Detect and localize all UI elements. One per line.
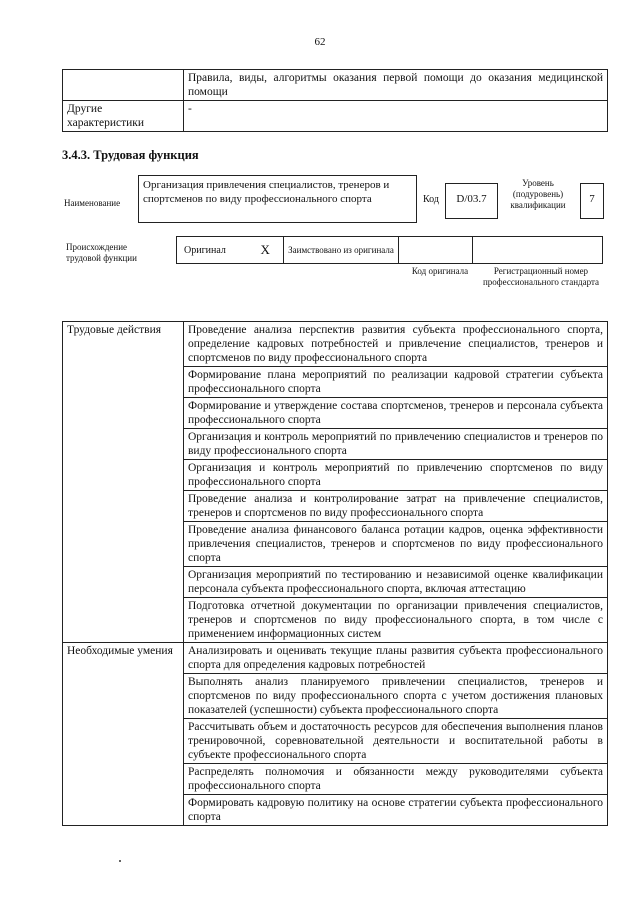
name-label: Наименование xyxy=(64,198,121,208)
row-label: Другие характеристики xyxy=(63,101,184,132)
list-item: Анализировать и оценивать текущие планы развития субъекта профессионального спорта для определения кадровых потребностей xyxy=(184,643,608,674)
row-text: Правила, виды, алгоритмы оказания первой помощи до оказания медицинской помощи xyxy=(184,70,608,101)
list-item: Проведение анализа и контролирование затрат на привлечение специалистов, тренеров и спортсменов по виду профессионального спорта xyxy=(184,491,608,522)
list-item: Организация и контроль мероприятий по привлечению спортсменов по виду профессионального спорта xyxy=(184,460,608,491)
registration-number-caption: Регистрационный номер профессионального стандарта xyxy=(482,266,600,287)
list-item: Формирование и утверждение состава спортсменов, тренеров и персонала субъекта профессионального спорта xyxy=(184,398,608,429)
list-item: Выполнять анализ планируемого привлечении специалистов, тренеров и спортсменов по виду профессионального спорта с учетом достижения плановых показателей (успешности) субъекта профессионального спорта xyxy=(184,674,608,719)
row-text: - xyxy=(184,101,608,132)
list-item: Рассчитывать объем и достаточность ресурсов для обеспечения выполнения планов тренировочной, соревновательной деятельности и воспитательной работы в субъекте профессионального спорта xyxy=(184,719,608,764)
list-item: Формировать кадровую политику на основе стратегии субъекта профессионального спорта xyxy=(184,795,608,826)
original-label: Оригинал xyxy=(177,237,248,264)
original-mark: X xyxy=(248,237,284,264)
page-number: 62 xyxy=(314,36,326,48)
registration-number-cell xyxy=(473,237,603,264)
function-name: Организация привлечения специалистов, тренеров и спортсменов по виду профессионального спорта xyxy=(138,175,417,223)
list-item: Распределять полномочия и обязанности между руководителями субъекта профессионального спорта xyxy=(184,764,608,795)
table-row xyxy=(63,70,608,101)
labor-actions-label: Трудовые действия xyxy=(63,322,184,643)
qualification-level: 7 xyxy=(580,183,604,219)
list-item: Организация мероприятий по тестированию и независимой оценке квалификации персонала субъекта профессионального спорта, включая аттестацию xyxy=(184,567,608,598)
table-row xyxy=(63,101,608,132)
scan-speck xyxy=(119,860,121,862)
list-item: Организация и контроль мероприятий по привлечению специалистов и тренеров по виду профессионального спорта xyxy=(184,429,608,460)
code-label: Код xyxy=(423,194,439,205)
qualification-level-label: Уровень (подуровень) квалификации xyxy=(510,178,566,210)
table-row xyxy=(63,322,608,367)
list-item: Формирование плана мероприятий по реализации кадровой стратегии субъекта профессионального спорта xyxy=(184,367,608,398)
function-code: D/03.7 xyxy=(445,183,498,219)
list-item: Проведение анализа финансового баланса ротации кадров, оценка эффективности привлечения специалистов, тренеров и спортсменов по виду профессионального спорта xyxy=(184,522,608,567)
original-code-cell xyxy=(399,237,473,264)
table-row xyxy=(177,237,603,264)
origin-label: Происхождение трудовой функции xyxy=(66,242,137,263)
row-label xyxy=(63,70,184,101)
list-item: Проведение анализа перспектив развития субъекта профессионального спорта, определение кадровых потребностей и привлечение специалистов, тренеров и спортсменов по виду профессионального спорта xyxy=(184,322,608,367)
borrowed-label: Заимствовано из оригинала xyxy=(284,237,399,264)
section-title: 3.4.3. Трудовая функция xyxy=(62,148,199,162)
skills-label: Необходимые умения xyxy=(63,643,184,826)
table-row xyxy=(63,643,608,674)
function-details-table xyxy=(62,321,608,826)
previous-function-table xyxy=(62,69,608,132)
origin-table xyxy=(176,236,603,264)
list-item: Подготовка отчетной документации по организации привлечения специалистов, тренеров и спортсменов по виду профессионального спорта, в том числе с применением информационных систем xyxy=(184,598,608,643)
original-code-caption: Код оригинала xyxy=(411,266,469,276)
